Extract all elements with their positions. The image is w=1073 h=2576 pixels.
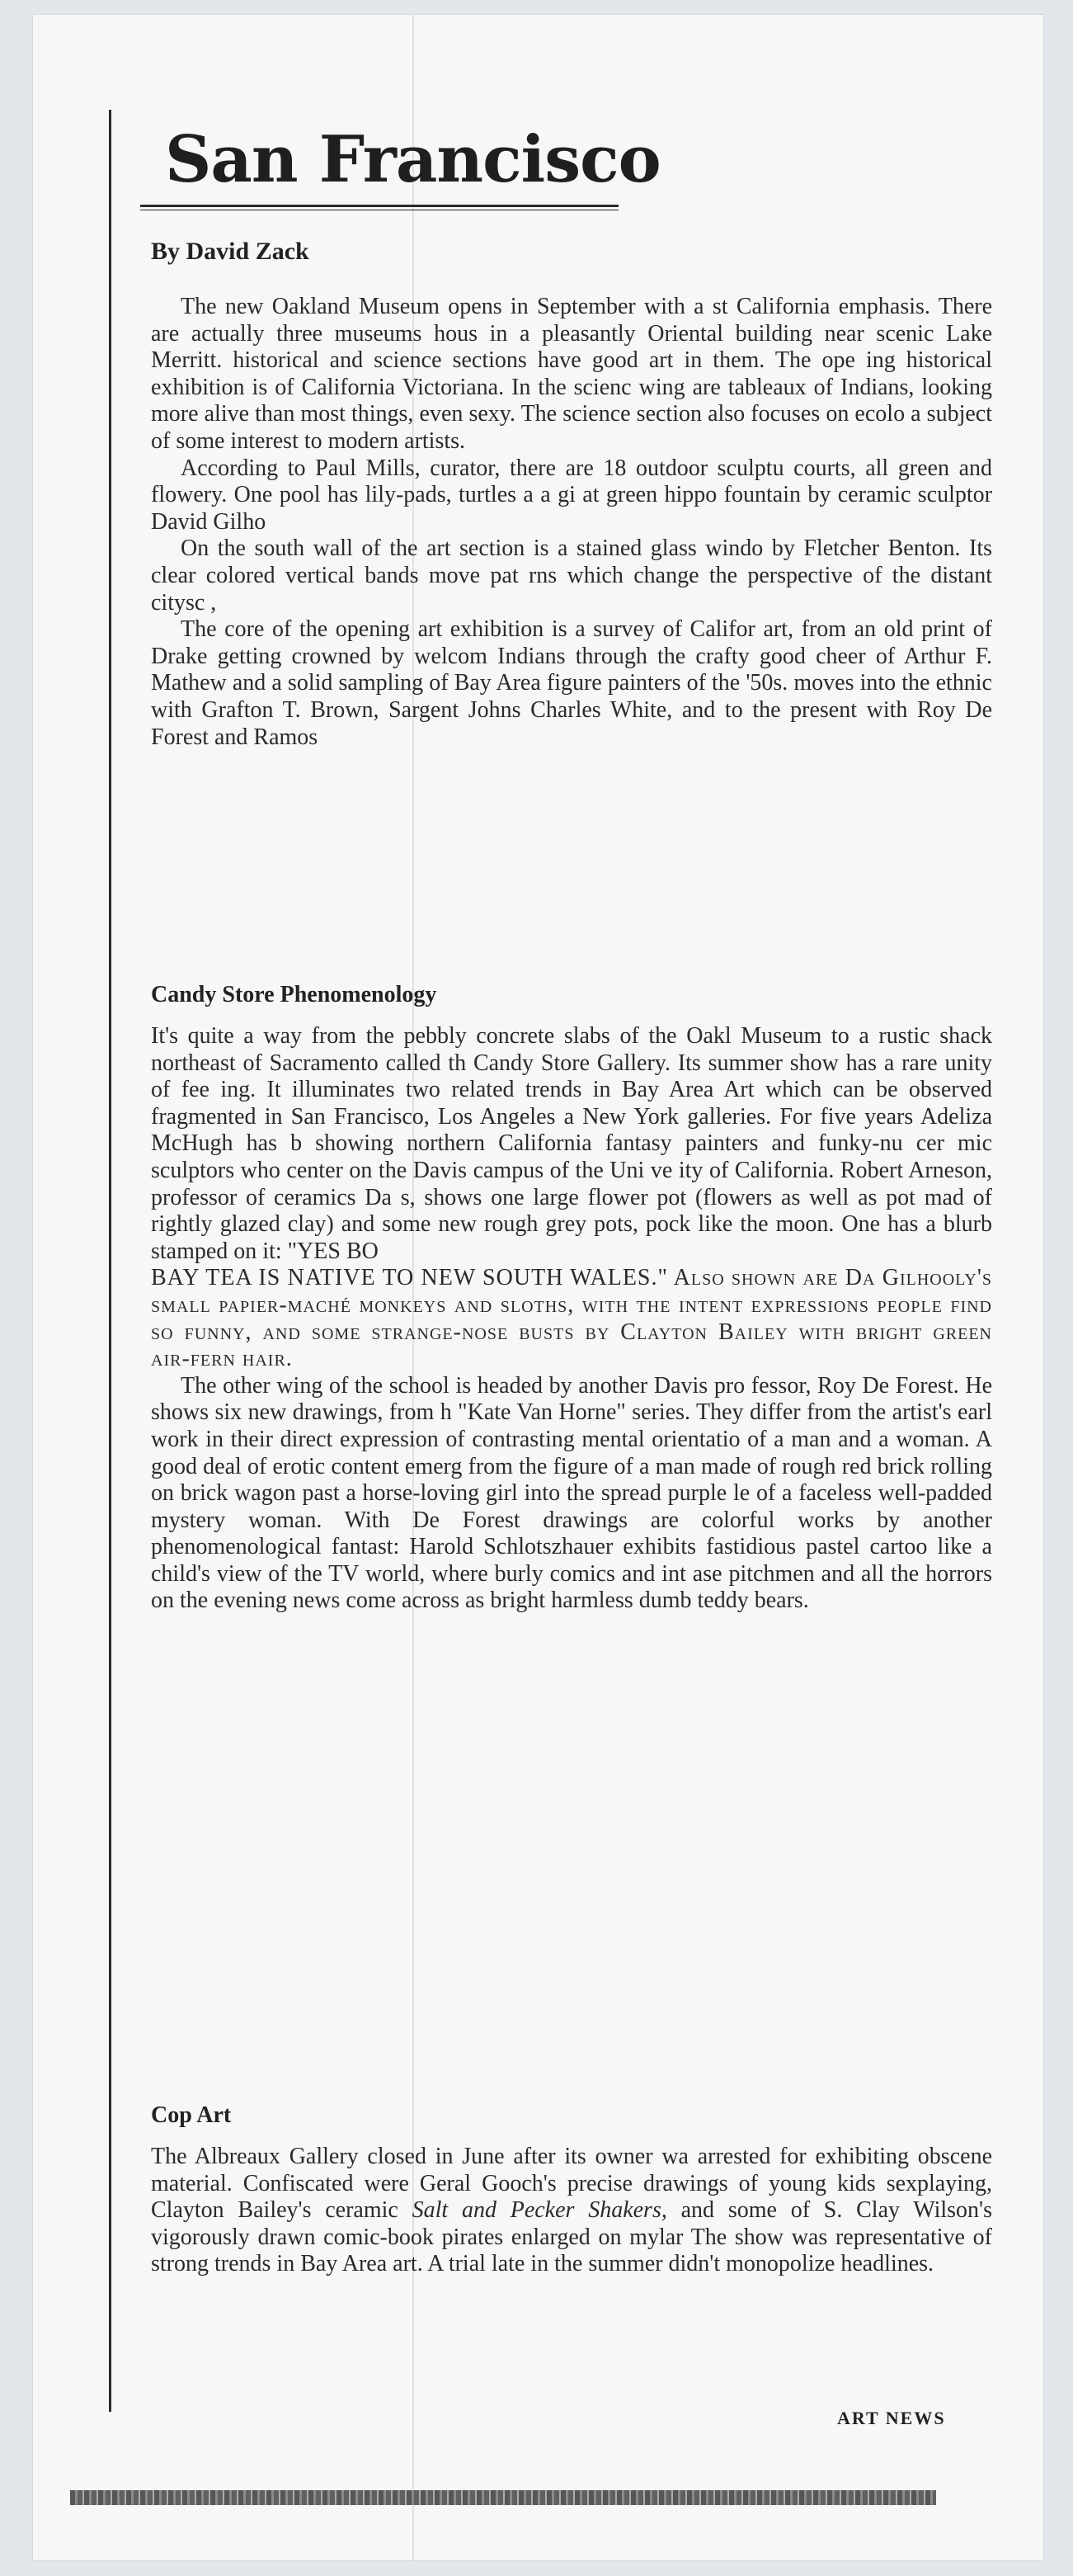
- column-rule: [109, 110, 111, 2412]
- article-section-cop-art: [151, 2144, 992, 2278]
- paragraph-text: and some of S. Clay Wilson's vigorously drawn comic-book pirates enlarged on mylar The show was representative of strong trends in Bay Area art. A trial late in the summer didn't monopolize headlines.: [151, 2197, 992, 2277]
- paragraph: The other wing of the school is headed by another Davis pro fessor, Roy De Forest. He shows six new drawings, from h "Kate Van Horne" series. They differ from the artist's earl work in their direct expression of contrasting mental orientatio of a man and a woman. A good deal of erotic content emerg from the figure of a man made of rough red brick rolling on brick wagon past a horse-loving girl into the spread purple le of a faceless well-padded mystery woman. With De Forest drawings are colorful works by another phenomenological fantast: Harold Schlotszhauer exhibits fastidious pastel cartoo like a child's view of the TV world, where burly comics and int ase pitchmen and all the horrors on the evening news come across as bright harmless dumb teddy bears.: [151, 1372, 992, 1614]
- article-section-candy-store: [151, 1023, 992, 1615]
- torn-edge: [70, 2490, 936, 2505]
- subhead-cop-art: Cop Art: [151, 2102, 232, 2128]
- headline-underline: [140, 205, 619, 207]
- paragraph: [151, 2144, 992, 2278]
- byline: By David Zack: [151, 238, 309, 265]
- paragraph: It's quite a way from the pebbly concrete slabs of the Oakl Museum to a rustic shack northeast of Sacramento called th Candy Store Gallery. Its summer show has a rare unity of fee ing. It illuminates two related trends in Bay Area Art which can be observed fragmented in San Francisco, Los Angeles a New York galleries. For five years Adeliza McHugh has b showing northern California fantasy painters and funky-nu cer mic sculptors who center on the Davis campus of the Uni ve ity of California. Robert Arneson, professor of ceramics Da s, shows one large flower pot (flowers as well as pot mad of rightly glazed clay) and some new rough grey pots, pock like the moon. One has a blurb stamped on it: "YES BO: [151, 1023, 992, 1264]
- newspaper-clipping: [33, 15, 1043, 2560]
- subhead-candy-store: Candy Store Phenomenology: [151, 982, 437, 1007]
- paragraph: On the south wall of the art section is a stained glass windo by Fletcher Benton. Its clear colored vertical bands move pat rns which change the perspective of the distant citysc ,: [151, 535, 992, 616]
- paragraph: According to Paul Mills, curator, there are 18 outdoor sculptu courts, all green and flowery. One pool has lily-pads, turtles a a gi at green hippo fountain by ceramic sculptor David Gilho: [151, 455, 992, 535]
- headline: San Francisco: [165, 122, 661, 197]
- publication-footer: ART NEWS: [837, 2408, 946, 2428]
- article-section-oakland: [151, 294, 992, 751]
- paragraph: BAY TEA IS NATIVE TO NEW SOUTH WALES." Also shown are Da Gilhooly's small papier-maché monkeys and sloths, with the intent expressions people find so funny, and some strange-nose busts by Clayton Bailey with bright green air-fern hair.: [151, 1265, 992, 1372]
- paragraph: The new Oakland Museum opens in September with a st California emphasis. There are actually three museums hous in a pleasantly Oriental building near scenic Lake Merritt. historical and science sections have good art in them. The ope ing historical exhibition is of California Victoriana. In the scienc wing are tableaux of Indians, looking more alive than most things, even sexy. The science section also focuses on ecolo a subject of some interest to modern artists.: [151, 294, 992, 454]
- paragraph: The core of the opening art exhibition is a survey of Califor art, from an old print of Drake getting crowned by welcom Indians through the crafty good cheer of Arthur F. Mathew and a solid sampling of Bay Area figure painters of the '50s. moves into the ethnic with Grafton T. Brown, Sargent Johns Charles White, and to the present with Roy De Forest and Ramos: [151, 616, 992, 750]
- artwork-title: Salt and Pecker Shakers,: [412, 2197, 667, 2224]
- paragraph-text: The Albreaux Gallery closed in June after its owner wa arrested for exhibiting obscene material. Confiscated were Geral Gooch's precise drawings of young kids sexplaying, Clayton Bailey's ceramic: [151, 2144, 992, 2224]
